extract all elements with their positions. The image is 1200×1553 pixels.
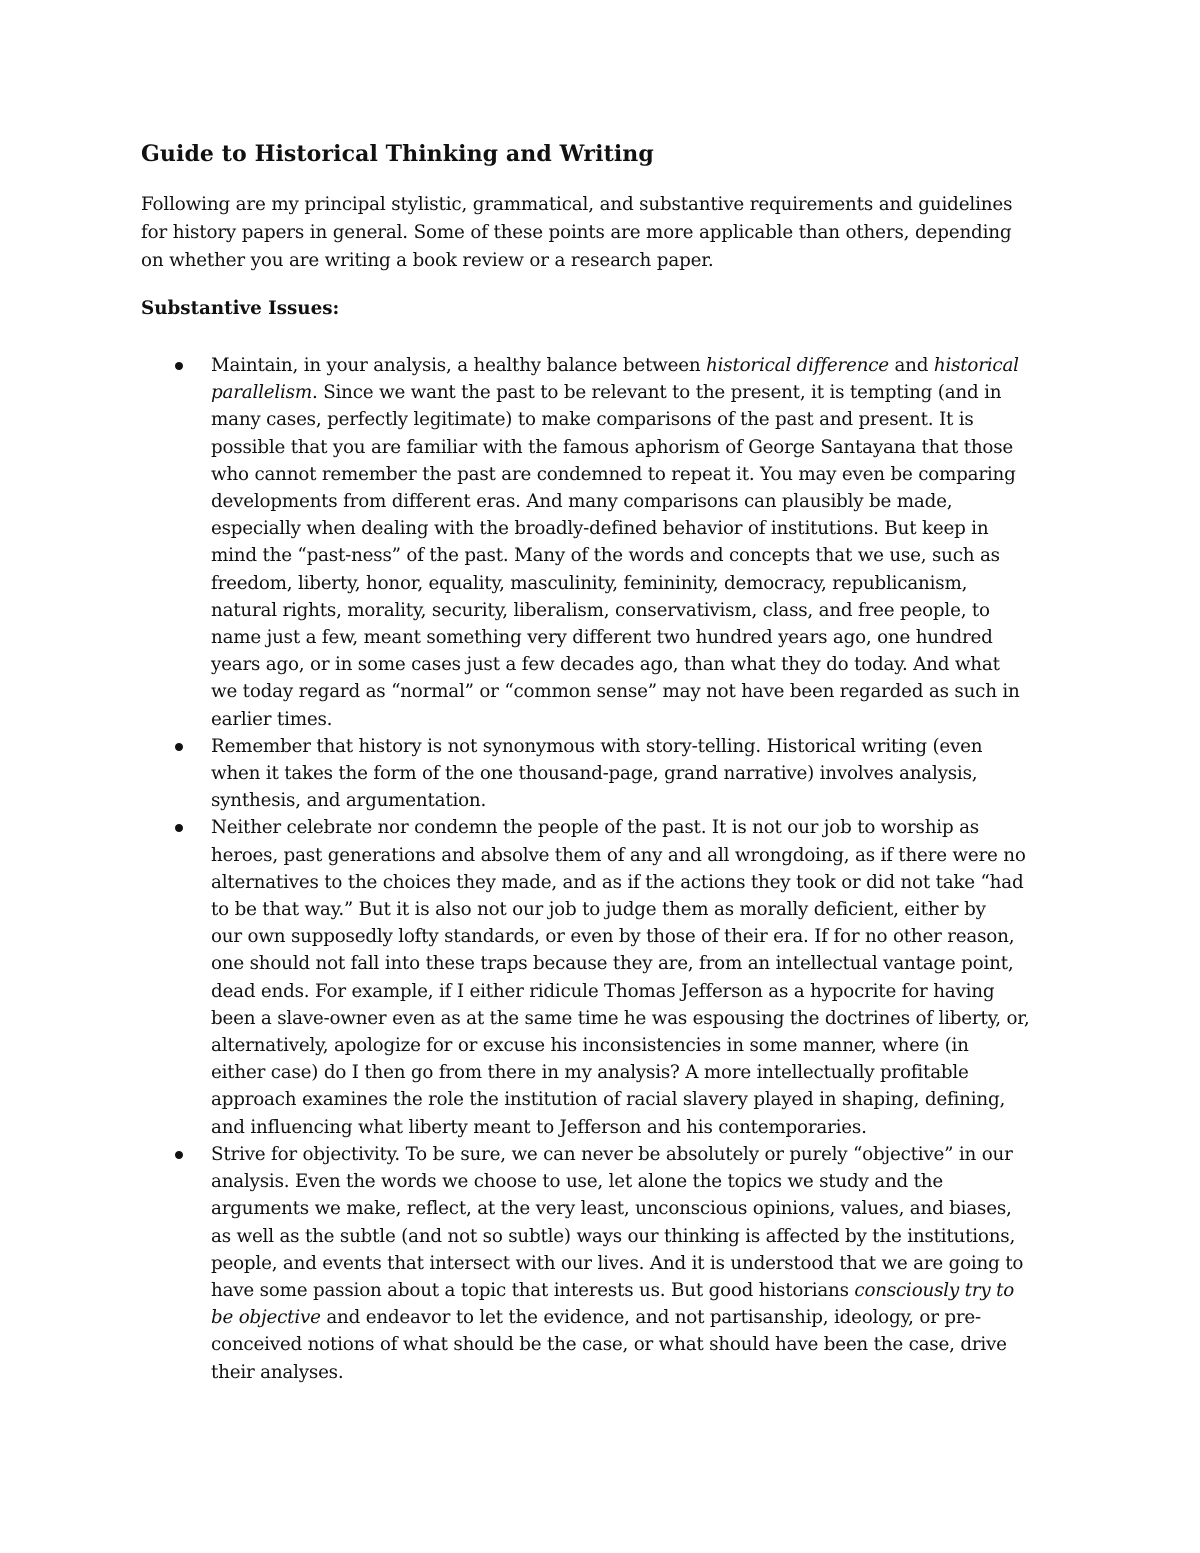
text-run: arguments we make, reflect, at the very least, unconscious opinions, values, and biases, xyxy=(211,1198,1012,1220)
bullet-line xyxy=(211,1168,1071,1195)
emphasis-text: historical xyxy=(933,355,1019,376)
document-title: Guide to Historical Thinking and Writing xyxy=(141,141,654,167)
bullet-line xyxy=(211,570,1071,597)
bullet-list xyxy=(141,352,1071,1386)
bullet-line xyxy=(211,950,1071,977)
bullet-line xyxy=(211,379,1071,406)
bullet-line xyxy=(211,461,1071,488)
bullet-line xyxy=(211,1195,1071,1222)
text-run: analysis. Even the words we choose to use, let alone the topics we study and the xyxy=(211,1171,943,1193)
text-run: possible that you are familiar with the famous aphorism of George Santayana that those xyxy=(211,436,1014,458)
text-run: their analyses. xyxy=(211,1361,344,1383)
section-heading: Substantive Issues: xyxy=(141,298,340,319)
emphasis-text: consciously try to xyxy=(854,1279,1015,1301)
intro-line: Following are my principal stylistic, grammatical, and substantive requirements and guidelines xyxy=(141,194,1013,215)
bullet-icon xyxy=(175,362,183,370)
bullet-line xyxy=(211,352,1071,379)
text-run: who cannot remember the past are condemned to repeat it. You may even be comparing xyxy=(211,463,1016,485)
emphasis-text: be objective xyxy=(211,1307,321,1329)
bullet-line xyxy=(211,406,1071,433)
bullet-line xyxy=(211,1059,1071,1086)
bullet-line xyxy=(211,1141,1071,1168)
bullet-icon xyxy=(175,824,183,832)
text-run: Neither celebrate nor condemn the people of the past. It is not our job to worship as xyxy=(211,817,979,839)
text-run: synthesis, and argumentation. xyxy=(211,790,487,812)
emphasis-text: parallelism xyxy=(211,382,312,404)
text-run: as well as the subtle (and not so subtle) ways our thinking is affected by the institutions, xyxy=(211,1225,1016,1247)
bullet-line xyxy=(211,1005,1071,1032)
text-run: name just a few, meant something very different two hundred years ago, one hundred xyxy=(211,627,993,649)
bullet-line xyxy=(211,923,1071,950)
bullet-line xyxy=(211,651,1071,678)
text-run: and endeavor to let the evidence, and not partisanship, ideology, or pre- xyxy=(320,1307,982,1329)
text-run: Remember that history is not synonymous with story-telling. Historical writing (even xyxy=(211,735,983,757)
text-run: and influencing what liberty meant to Jefferson and his contemporaries. xyxy=(211,1116,867,1138)
text-run: mind the “past-ness” of the past. Many of the words and concepts that we use, such as xyxy=(211,545,1000,567)
bullet-icon xyxy=(175,1151,183,1159)
bullet-item xyxy=(141,814,1071,1140)
text-run: one should not fall into these traps because they are, from an intellectual vantage point, xyxy=(211,953,1014,975)
bullet-line xyxy=(211,434,1071,461)
text-run: either case) do I then go from there in my analysis? A more intellectually profitable xyxy=(211,1062,969,1084)
bullet-line xyxy=(211,1223,1071,1250)
bullet-line xyxy=(211,488,1071,515)
text-run: dead ends. For example, if I either ridicule Thomas Jefferson as a hypocrite for having xyxy=(211,980,995,1002)
text-run: our own supposedly lofty standards, or even by those of their era. If for no other reason, xyxy=(211,926,1015,948)
bullet-line xyxy=(211,787,1071,814)
text-run: alternatives to the choices they made, and as if the actions they took or did not take “had xyxy=(211,871,1024,893)
bullet-icon xyxy=(175,743,183,751)
bullet-line xyxy=(211,1250,1071,1277)
bullet-item xyxy=(141,1141,1071,1386)
text-run: and xyxy=(888,355,934,376)
text-run: freedom, liberty, honor, equality, masculinity, femininity, democracy, republicanism, xyxy=(211,572,968,594)
text-run: we today regard as “normal” or “common sense” may not have been regarded as such in xyxy=(211,681,1020,703)
text-run: heroes, past generations and absolve them of any and all wrongdoing, as if there were no xyxy=(211,844,1026,866)
bullet-line xyxy=(211,678,1071,705)
bullet-line xyxy=(211,896,1071,923)
intro-paragraph xyxy=(141,191,1061,275)
bullet-line xyxy=(211,1331,1071,1358)
bullet-line xyxy=(211,733,1071,760)
bullet-line xyxy=(211,706,1071,733)
emphasis-text: historical difference xyxy=(706,355,889,376)
text-run: especially when dealing with the broadly-defined behavior of institutions. But keep in xyxy=(211,518,989,540)
text-run: conceived notions of what should be the case, or what should have been the case, drive xyxy=(211,1334,1007,1356)
bullet-line xyxy=(211,1304,1071,1331)
bullet-line xyxy=(211,814,1071,841)
text-run: have some passion about a topic that interests us. But good historians xyxy=(211,1279,855,1301)
intro-line: on whether you are writing a book review or a research paper. xyxy=(141,250,714,271)
text-run: Strive for objectivity. To be sure, we can never be absolutely or purely “objective” in our xyxy=(211,1143,1013,1165)
text-run: people, and events that intersect with our lives. And it is understood that we are going to xyxy=(211,1252,1024,1274)
text-run: developments from different eras. And many comparisons can plausibly be made, xyxy=(211,491,953,513)
bullet-line xyxy=(211,515,1071,542)
text-run: been a slave-owner even as at the same time he was espousing the doctrines of liberty, or, xyxy=(211,1007,1030,1029)
bullet-line xyxy=(211,978,1071,1005)
bullet-line xyxy=(211,624,1071,651)
text-run: . Since we want the past to be relevant to the present, it is tempting (and in xyxy=(311,382,1002,404)
text-run: many cases, perfectly legitimate) to make comparisons of the past and present. It is xyxy=(211,409,974,431)
bullet-line xyxy=(211,542,1071,569)
bullet-item xyxy=(141,352,1071,733)
bullet-item xyxy=(141,733,1071,815)
text-run: to be that way.” But it is also not our job to judge them as morally deficient, either by xyxy=(211,899,986,921)
bullet-line xyxy=(211,760,1071,787)
bullet-line xyxy=(211,1032,1071,1059)
bullet-line xyxy=(211,1277,1071,1304)
bullet-line xyxy=(211,597,1071,624)
bullet-line xyxy=(211,869,1071,896)
text-run: natural rights, morality, security, liberalism, conservativism, class, and free people, to xyxy=(211,599,990,621)
intro-line: for history papers in general. Some of these points are more applicable than others, depending xyxy=(141,222,1012,243)
text-run: earlier times. xyxy=(211,708,333,730)
bullet-line xyxy=(211,1359,1071,1386)
bullet-line xyxy=(211,1114,1071,1141)
text-run: approach examines the role the institution of racial slavery played in shaping, defining, xyxy=(211,1089,1006,1111)
text-run: alternatively, apologize for or excuse his inconsistencies in some manner, where (in xyxy=(211,1035,969,1057)
text-run: years ago, or in some cases just a few decades ago, than what they do today. And what xyxy=(211,654,1000,676)
text-run: when it takes the form of the one thousand-page, grand narrative) involves analysis, xyxy=(211,763,978,785)
bullet-line xyxy=(211,842,1071,869)
bullet-line xyxy=(211,1086,1071,1113)
text-run: Maintain, in your analysis, a healthy balance between xyxy=(211,355,707,376)
